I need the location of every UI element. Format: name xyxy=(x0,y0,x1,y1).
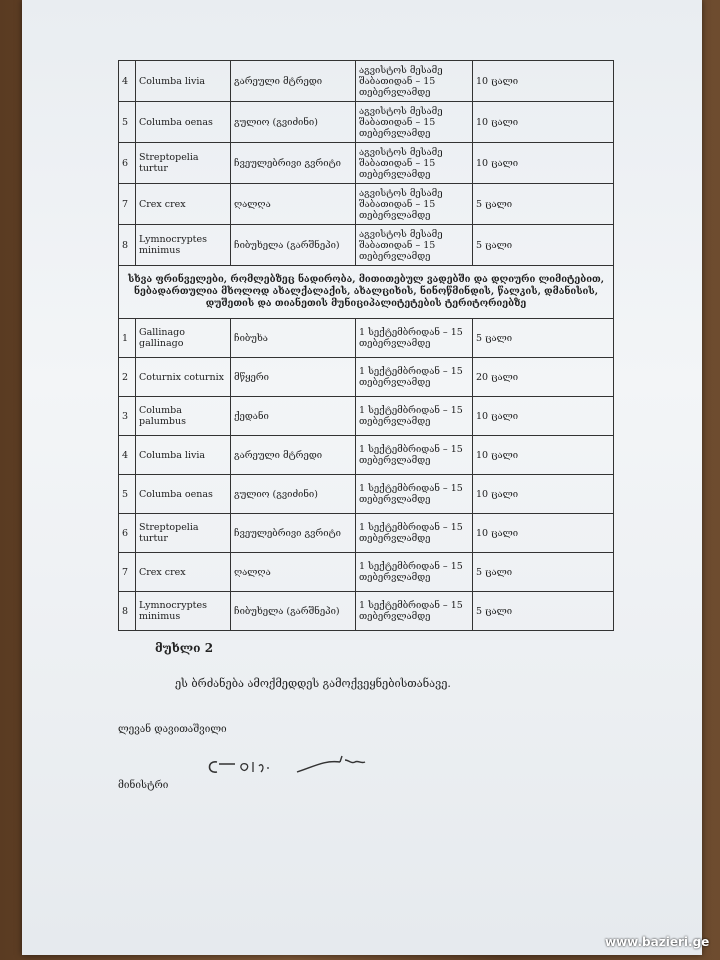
hunting-period-cell: აგვისტოს მესამე შაბათიდან – 15 თებერვლამდე xyxy=(356,143,473,184)
georgian-name-cell: ჩვეულებრივი გვრიტი xyxy=(231,143,356,184)
latin-name-cell: Columba palumbus xyxy=(136,397,231,436)
row-number-cell: 1 xyxy=(119,319,136,358)
hunting-period-cell: აგვისტოს მესამე შაბათიდან – 15 თებერვლამდე xyxy=(356,61,473,102)
hunting-period-cell: აგვისტოს მესამე შაბათიდან – 15 თებერვლამდე xyxy=(356,184,473,225)
table-row xyxy=(119,358,614,397)
hunting-period-cell: აგვისტოს მესამე შაბათიდან – 15 თებერვლამდე xyxy=(356,102,473,143)
daily-limit-cell: 5 ცალი xyxy=(473,225,614,266)
daily-limit-cell: 10 ცალი xyxy=(473,475,614,514)
latin-name-cell: Coturnix coturnix xyxy=(136,358,231,397)
daily-limit-cell: 10 ცალი xyxy=(473,436,614,475)
table-row xyxy=(119,61,614,102)
row-number-cell: 5 xyxy=(119,102,136,143)
latin-name-cell: Lymnocryptes minimus xyxy=(136,592,231,631)
georgian-name-cell: გულიო (გვიძინი) xyxy=(231,102,356,143)
table-row xyxy=(119,225,614,266)
row-number-cell: 7 xyxy=(119,553,136,592)
hunting-period-cell: 1 სექტემბრიდან – 15 თებერვლამდე xyxy=(356,319,473,358)
hunting-limits-table xyxy=(118,60,614,631)
latin-name-cell: Lymnocryptes minimus xyxy=(136,225,231,266)
hunting-period-cell: 1 სექტემბრიდან – 15 თებერვლამდე xyxy=(356,553,473,592)
georgian-name-cell: ქედანი xyxy=(231,397,356,436)
georgian-name-cell: ჩვეულებრივი გვრიტი xyxy=(231,514,356,553)
table-row xyxy=(119,592,614,631)
daily-limit-cell: 10 ცალი xyxy=(473,61,614,102)
latin-name-cell: Columba livia xyxy=(136,436,231,475)
row-number-cell: 5 xyxy=(119,475,136,514)
georgian-name-cell: ჩიბუხელა (გარშნეპი) xyxy=(231,225,356,266)
georgian-name-cell: ღალღა xyxy=(231,184,356,225)
daily-limit-cell: 10 ცალი xyxy=(473,397,614,436)
order-text: ეს ბრძანება ამოქმედდეს გამოქვეყნებისთანავე. xyxy=(175,677,451,690)
table-row xyxy=(119,143,614,184)
row-number-cell: 4 xyxy=(119,436,136,475)
table-section-a xyxy=(119,61,614,266)
hunting-period-cell: 1 სექტემბრიდან – 15 თებერვლამდე xyxy=(356,397,473,436)
row-number-cell: 7 xyxy=(119,184,136,225)
hunting-period-cell: 1 სექტემბრიდან – 15 თებერვლამდე xyxy=(356,436,473,475)
daily-limit-cell: 5 ცალი xyxy=(473,592,614,631)
hunting-period-cell: 1 სექტემბრიდან – 15 თებერვლამდე xyxy=(356,592,473,631)
latin-name-cell: Gallinago gallinago xyxy=(136,319,231,358)
latin-name-cell: Crex crex xyxy=(136,553,231,592)
row-number-cell: 3 xyxy=(119,397,136,436)
table-section-b xyxy=(119,319,614,631)
row-number-cell: 4 xyxy=(119,61,136,102)
latin-name-cell: Columba livia xyxy=(136,61,231,102)
latin-name-cell: Streptopelia turtur xyxy=(136,143,231,184)
table-row xyxy=(119,102,614,143)
table-section-heading xyxy=(119,266,614,319)
table-row xyxy=(119,319,614,358)
daily-limit-cell: 5 ცალი xyxy=(473,553,614,592)
signatory-title: მინისტრი xyxy=(118,780,169,791)
daily-limit-cell: 10 ცალი xyxy=(473,143,614,184)
georgian-name-cell: ღალღა xyxy=(231,553,356,592)
georgian-name-cell: გარეული მტრედი xyxy=(231,61,356,102)
row-number-cell: 8 xyxy=(119,225,136,266)
georgian-name-cell: გულიო (გვიძინი) xyxy=(231,475,356,514)
site-watermark: www.bazieri.ge xyxy=(605,935,710,949)
row-number-cell: 6 xyxy=(119,143,136,184)
latin-name-cell: Crex crex xyxy=(136,184,231,225)
hunting-period-cell: 1 სექტემბრიდან – 15 თებერვლამდე xyxy=(356,475,473,514)
table-row xyxy=(119,436,614,475)
daily-limit-cell: 20 ცალი xyxy=(473,358,614,397)
handwritten-signature xyxy=(205,752,375,780)
georgian-name-cell: გარეული მტრედი xyxy=(231,436,356,475)
georgian-name-cell: ჩიბუხელა (გარშნეპი) xyxy=(231,592,356,631)
row-number-cell: 6 xyxy=(119,514,136,553)
georgian-name-cell: ჩიბუხა xyxy=(231,319,356,358)
table-row xyxy=(119,475,614,514)
hunting-period-cell: აგვისტოს მესამე შაბათიდან – 15 თებერვლამდე xyxy=(356,225,473,266)
signatory-name: ლევან დავითაშვილი xyxy=(118,724,227,735)
section-heading: სხვა ფრინველები, რომლებზეც ნადირობა, მითითებულ ვადებში და დღიური ლიმიტებით, ნებადართულია მხოლოდ ახალქალაქის, ახალციხის, ნინოწმინდის, წალკის, დმანისის, დუშეთის და თიანეთის მუნიციპალიტეტების ტერიტორიებზე xyxy=(119,266,614,319)
row-number-cell: 8 xyxy=(119,592,136,631)
row-number-cell: 2 xyxy=(119,358,136,397)
hunting-period-cell: 1 სექტემბრიდან – 15 თებერვლამდე xyxy=(356,514,473,553)
latin-name-cell: Streptopelia turtur xyxy=(136,514,231,553)
hunting-period-cell: 1 სექტემბრიდან – 15 თებერვლამდე xyxy=(356,358,473,397)
daily-limit-cell: 10 ცალი xyxy=(473,514,614,553)
latin-name-cell: Columba oenas xyxy=(136,475,231,514)
table-row xyxy=(119,397,614,436)
daily-limit-cell: 10 ცალი xyxy=(473,102,614,143)
table-row xyxy=(119,184,614,225)
daily-limit-cell: 5 ცალი xyxy=(473,184,614,225)
georgian-name-cell: მწყერი xyxy=(231,358,356,397)
daily-limit-cell: 5 ცალი xyxy=(473,319,614,358)
latin-name-cell: Columba oenas xyxy=(136,102,231,143)
table-row xyxy=(119,514,614,553)
table-row xyxy=(119,553,614,592)
article-heading: მუხლი 2 xyxy=(155,641,214,655)
